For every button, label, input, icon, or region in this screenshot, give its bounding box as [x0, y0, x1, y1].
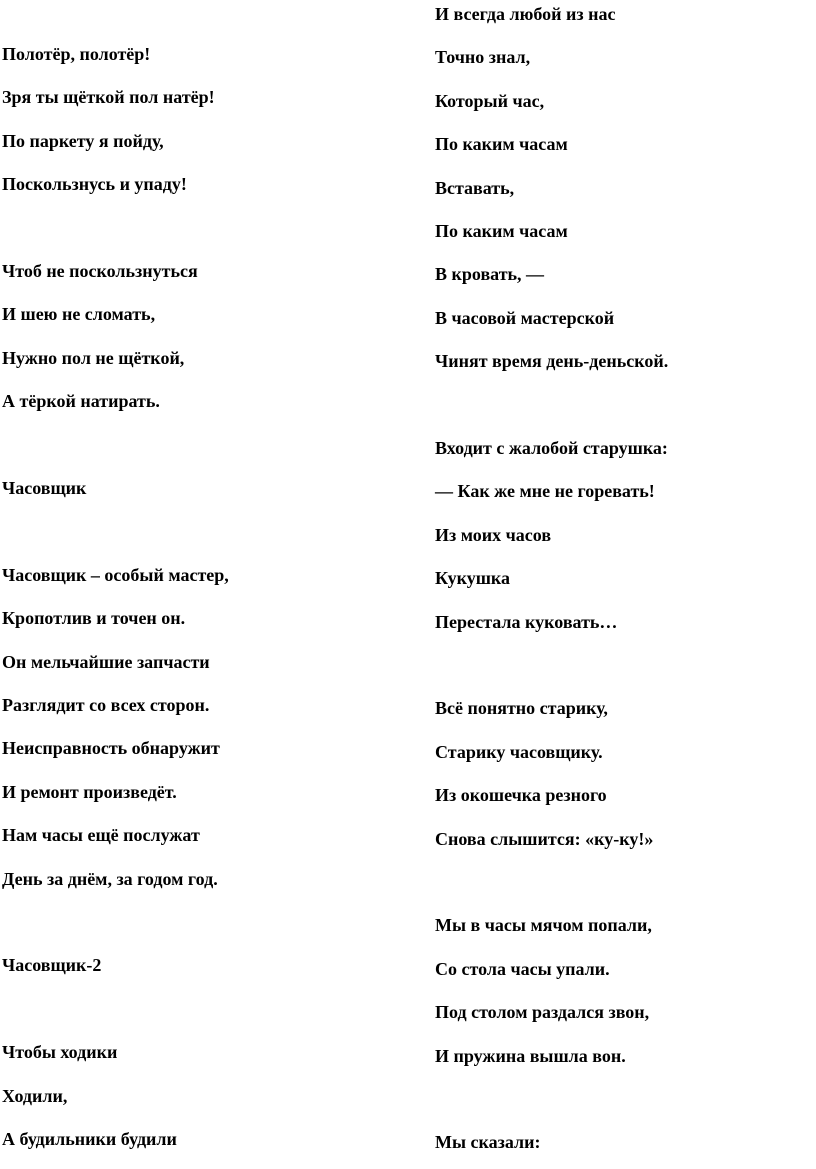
poem-line: Входит с жалобой старушка: [435, 438, 668, 458]
poem-line: Всё понятно старику, [435, 698, 608, 719]
poem-line: Неисправность обнаружит [2, 738, 220, 759]
poem-line: И пружина вышла вон. [435, 1045, 626, 1066]
poem-line: Перестала куковать… [435, 611, 618, 632]
poem-line: И ремонт произведёт. [2, 781, 177, 802]
poem-line: Часовщик [2, 478, 87, 498]
poem-line: Разглядит со всех сторон. [2, 695, 210, 715]
poem-line: Чтоб не поскользнуться [2, 261, 198, 281]
poem-line: Со стола часы упали. [435, 958, 610, 979]
poem-line: Поскользнусь и упаду! [2, 174, 187, 195]
poem-line: Часовщик – особый мастер, [2, 564, 229, 585]
poem-line: Мы сказали: [435, 1132, 541, 1153]
poem-line: Чтобы ходики [2, 1042, 118, 1063]
poem-line: Зря ты щёткой пол натёр! [2, 87, 215, 108]
poem-line: И всегда любой из нас [435, 4, 616, 24]
poem-line: Мы в часы мячом попали, [435, 915, 652, 936]
poem-line: День за днём, за годом год. [2, 868, 218, 889]
poem-line: Полотёр, полотёр! [2, 44, 151, 64]
poem-line: Старику часовщику. [435, 741, 603, 762]
poem-line: Часовщик-2 [2, 955, 102, 976]
poem-line: По каким часам [435, 134, 568, 155]
poem-line: В кровать, — [435, 264, 545, 285]
poem-line: А будильники будили [2, 1129, 177, 1149]
poem-line: — Как же мне не горевать! [435, 481, 655, 502]
poem-line: Он мельчайшие запчасти [2, 651, 210, 672]
poem-line: Нужно пол не щёткой, [2, 347, 185, 368]
poem-line: Вставать, [435, 177, 515, 198]
poem-line: Нам часы ещё послужат [2, 825, 200, 846]
poem-line: Снова слышится: «ку-ку!» [435, 828, 654, 849]
poem-line: По паркету я пойду, [2, 130, 164, 151]
poem-line: А тёркой натирать. [2, 391, 160, 412]
poem-line: Точно знал, [435, 47, 531, 68]
poem-line: Под столом раздался звон, [435, 1002, 650, 1023]
poem-line: Чинят время день-деньской. [435, 351, 669, 372]
poem-line: Из окошечка резного [435, 785, 607, 806]
poem-line: Ходили, [2, 1085, 68, 1106]
poem-line: Из моих часов [435, 524, 552, 545]
poem-line: И шею не сломать, [2, 304, 156, 325]
poem-line: Кукушка [435, 568, 511, 589]
poem-line: Кропотлив и точен он. [2, 608, 186, 629]
poem-line: По каким часам [435, 221, 568, 241]
poem-line: Который час, [435, 90, 545, 111]
poem-line: В часовой мастерской [435, 307, 615, 328]
